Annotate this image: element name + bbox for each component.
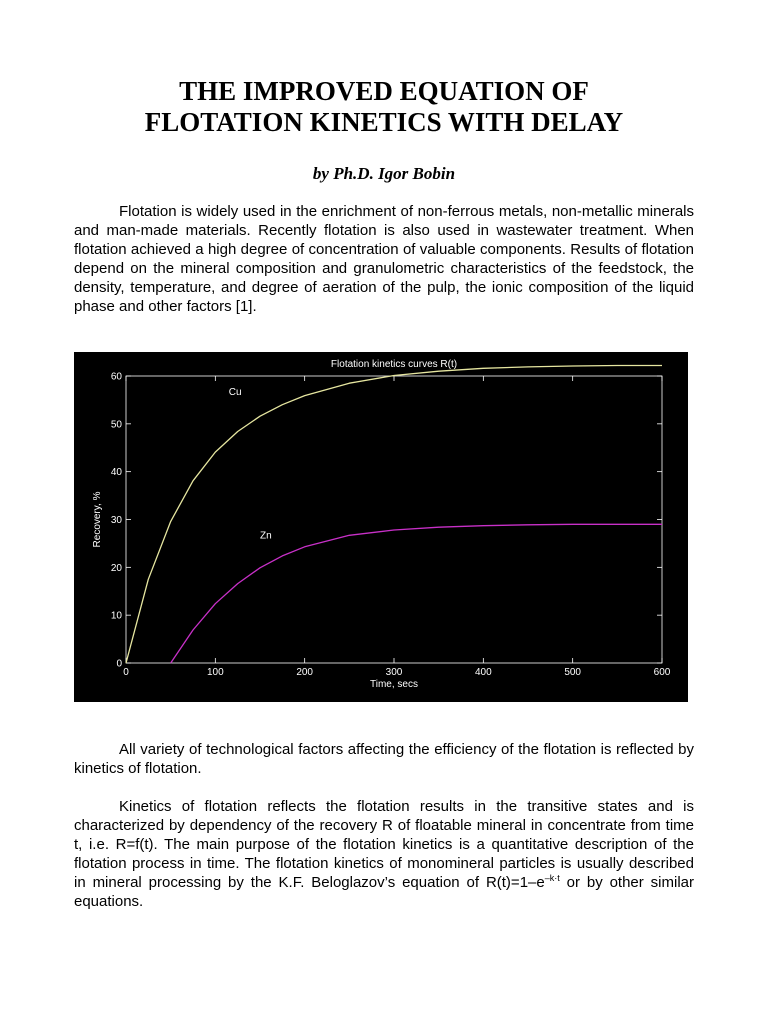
chart-svg bbox=[74, 352, 688, 702]
paragraph-3-text: Kinetics of flotation reflects the flotation results in the transitive states and is characterized by dependency of the recovery R of floatable mineral in concentrate from time t, i.e. R=f(t). The main purpose of the flotation kinetics is a quantitative description of the flotation process in time. The flotation kinetics of monomineral particles is usually described in mineral processing by the K.F. Beloglazov’s equation of bbox=[74, 798, 694, 891]
y-tick-label: 40 bbox=[110, 467, 122, 479]
y-tick-label: 20 bbox=[110, 562, 122, 574]
x-tick-label: 0 bbox=[123, 667, 129, 678]
paper-title bbox=[60, 76, 708, 138]
x-axis-ticks bbox=[123, 376, 671, 678]
equation-exponent: –k·t bbox=[544, 873, 560, 883]
x-tick-label: 300 bbox=[385, 667, 403, 678]
x-axis-label: Time, secs bbox=[370, 679, 418, 690]
title-line-2: FLOTATION KINETICS WITH DELAY bbox=[144, 107, 624, 137]
paragraph-3-tail: or by other similar equations. bbox=[74, 874, 694, 910]
y-tick-label: 50 bbox=[110, 419, 122, 431]
author-byline: by Ph.D. Igor Bobin bbox=[312, 164, 456, 183]
x-tick-label: 100 bbox=[206, 667, 224, 678]
chart-title: Flotation kinetics curves R(t) bbox=[330, 359, 458, 370]
series-line-cu bbox=[126, 366, 662, 664]
y-axis-ticks bbox=[111, 372, 662, 670]
series-layer bbox=[126, 366, 662, 664]
x-tick-label: 200 bbox=[296, 667, 314, 678]
equation-base: R(t)=1–e bbox=[485, 874, 545, 891]
x-tick-label: 500 bbox=[564, 667, 582, 678]
flotation-chart bbox=[74, 352, 688, 702]
x-tick-label: 400 bbox=[474, 667, 492, 678]
y-tick-label: 10 bbox=[110, 610, 122, 622]
x-tick-label: 600 bbox=[653, 667, 671, 678]
plot-frame bbox=[126, 376, 662, 663]
y-tick-label: 0 bbox=[116, 658, 122, 670]
series-line-zn bbox=[171, 524, 662, 663]
y-axis-label: Recovery, % bbox=[92, 491, 103, 548]
title-line-1: THE IMPROVED EQUATION OF bbox=[179, 76, 589, 106]
paragraph-1: Flotation is widely used in the enrichment of non-ferrous metals, non-metallic minerals and man-made materials. Recently flotation is also used in wastewater treatment. When flotation achieved a high degree of concentration of valuable components. Results of flotation depend on the mineral composition and granulometric characteristics of the feedstock, the density, temperature, and degree of aeration of the pulp, the ionic composition of the liquid phase and other factors [1]. bbox=[74, 203, 694, 315]
paragraph-2: All variety of technological factors affecting the efficiency of the flotation is reflected by kinetics of flotation. bbox=[74, 741, 694, 777]
paragraph-3 bbox=[74, 797, 694, 911]
series-label-zn: Zn bbox=[260, 530, 272, 542]
y-tick-label: 60 bbox=[110, 371, 122, 383]
series-label-cu: Cu bbox=[228, 387, 242, 399]
y-tick-label: 30 bbox=[110, 515, 122, 526]
